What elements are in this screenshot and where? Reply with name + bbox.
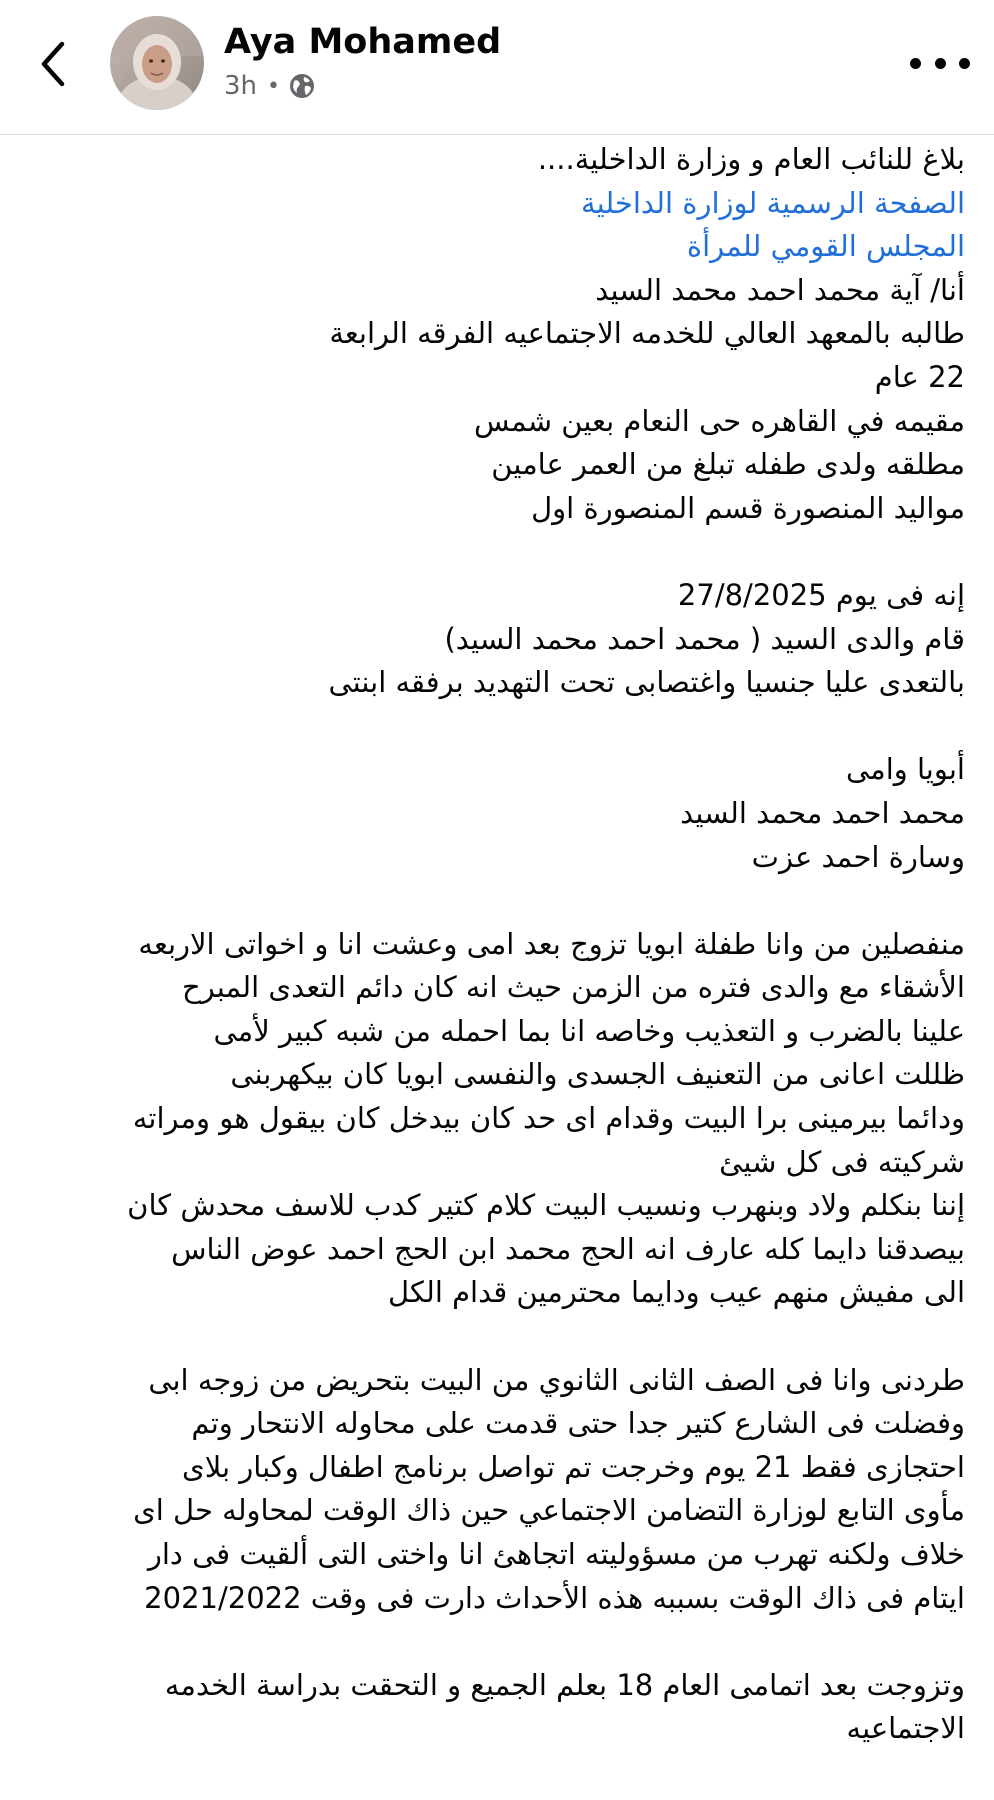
post-line: ظللت اعانى من التعنيف الجسدى والنفسى ابويا كان بيكهربنى	[230, 1057, 965, 1092]
blank-line	[28, 1620, 965, 1664]
post-line: أنا/ آية محمد احمد محمد السيد	[595, 272, 965, 307]
blank-line	[28, 1315, 965, 1359]
post-line: مقيمه في القاهره حى النعام بعين شمس	[474, 403, 965, 438]
profile-photo	[110, 16, 204, 110]
post-line: بيصدقنا دايما كله عارف انه الحج محمد ابن الحج احمد عوض الناس	[171, 1231, 965, 1266]
post-line: الأشقاء مع والدى فتره من الزمن حيث انه كان دائم التعدى المبرح	[182, 970, 965, 1005]
post-line: مأوى التابع لوزارة التضامن الاجتماعي حين ذاك الوقت لمحاوله حل اى	[133, 1493, 965, 1528]
post-line: احتجازى فقط 21 يوم وخرجت تم تواصل برنامج اطفال وكبار بلاى	[182, 1449, 965, 1484]
post-line: خلاف ولكنه تهرب من مسؤوليته اتجاهئ انا واختى التى ألقيت فى دار	[147, 1537, 965, 1571]
post-line: إننا بنكلم ولاد وبنهرب ونسيب البيت كلام كتير كدب للاسف محدش كان	[127, 1188, 965, 1223]
globe-icon[interactable]	[288, 72, 316, 100]
more-dot	[935, 58, 946, 69]
post-line: بالتعدى عليا جنسيا واغتصابى تحت التهديد برفقه ابنتى	[328, 665, 965, 700]
post-meta	[224, 68, 316, 104]
post-line: طالبه بالمعهد العالي للخدمه الاجتماعيه الفرقه الرابعة	[329, 316, 965, 351]
post-line: طردنى وانا فى الصف الثانى الثانوي من البيت بتحريض من زوجه ابى	[148, 1362, 965, 1397]
post-line: ودائما بيرمينى برا البيت وقدام اى حد كان بيدخل كان بيقول هو ومراته	[132, 1101, 965, 1136]
post-line: مطلقه ولدى طفله تبلغ من العمر عامين	[491, 447, 965, 482]
post-line: وفضلت فى الشارع كتير جدا حتى قدمت على محاوله الانتحار وتم	[191, 1406, 965, 1441]
post-line: علينا بالضرب و التعذيب وخاصه انا بما احمله من شبه كبير لأمى	[213, 1013, 965, 1048]
post-line: إنه فى يوم 27/8/2025	[677, 577, 965, 612]
page-tag-national-council-for-women[interactable]: المجلس القومي للمرأة	[686, 229, 965, 264]
author-name[interactable]: Aya Mohamed	[224, 22, 502, 62]
post-line: وتزوجت بعد اتمامى العام 18 بعلم الجميع و التحقت بدراسة الخدمه	[164, 1667, 965, 1702]
post-text	[28, 138, 965, 1751]
post-line: الاجتماعيه	[846, 1711, 965, 1746]
avatar[interactable]	[110, 16, 204, 110]
post-line: محمد احمد محمد السيد	[680, 795, 965, 830]
more-options-button[interactable]	[910, 48, 970, 78]
chevron-left-icon	[36, 36, 76, 92]
page-tag-ministry-of-interior[interactable]: الصفحة الرسمية لوزارة الداخلية	[581, 185, 965, 220]
more-dot	[959, 58, 970, 69]
post-line: بلاغ للنائب العام و وزارة الداخلية....	[537, 142, 965, 176]
more-dot	[910, 58, 921, 69]
post-line: أبويا وامى	[845, 752, 965, 787]
post-line: مواليد المنصورة قسم المنصورة اول	[531, 490, 965, 525]
post-line: وسارة احمد عزت	[751, 839, 965, 874]
blank-line	[28, 530, 965, 574]
post-header	[0, 0, 994, 135]
blank-line	[28, 705, 965, 749]
post-time[interactable]: 3h	[224, 71, 258, 101]
post-line: 22 عام	[874, 359, 965, 394]
back-button[interactable]	[36, 36, 76, 92]
post-line: قام والدى السيد ( محمد احمد محمد السيد)	[444, 621, 965, 656]
meta-separator: •	[267, 73, 281, 99]
post-line: ايتام فى ذاك الوقت بسببه هذه الأحداث دارت فى وقت 2021/2022	[144, 1580, 965, 1615]
post-line: الى مفيش منهم عيب ودايما محترمين قدام الكل	[388, 1275, 965, 1310]
post-line: شركيته فى كل شيئ	[719, 1144, 965, 1179]
blank-line	[28, 879, 965, 923]
post-line: منفصلين من وانا طفلة ابويا تزوج بعد امى وعشت انا و اخواتى الاربعه	[138, 926, 965, 961]
